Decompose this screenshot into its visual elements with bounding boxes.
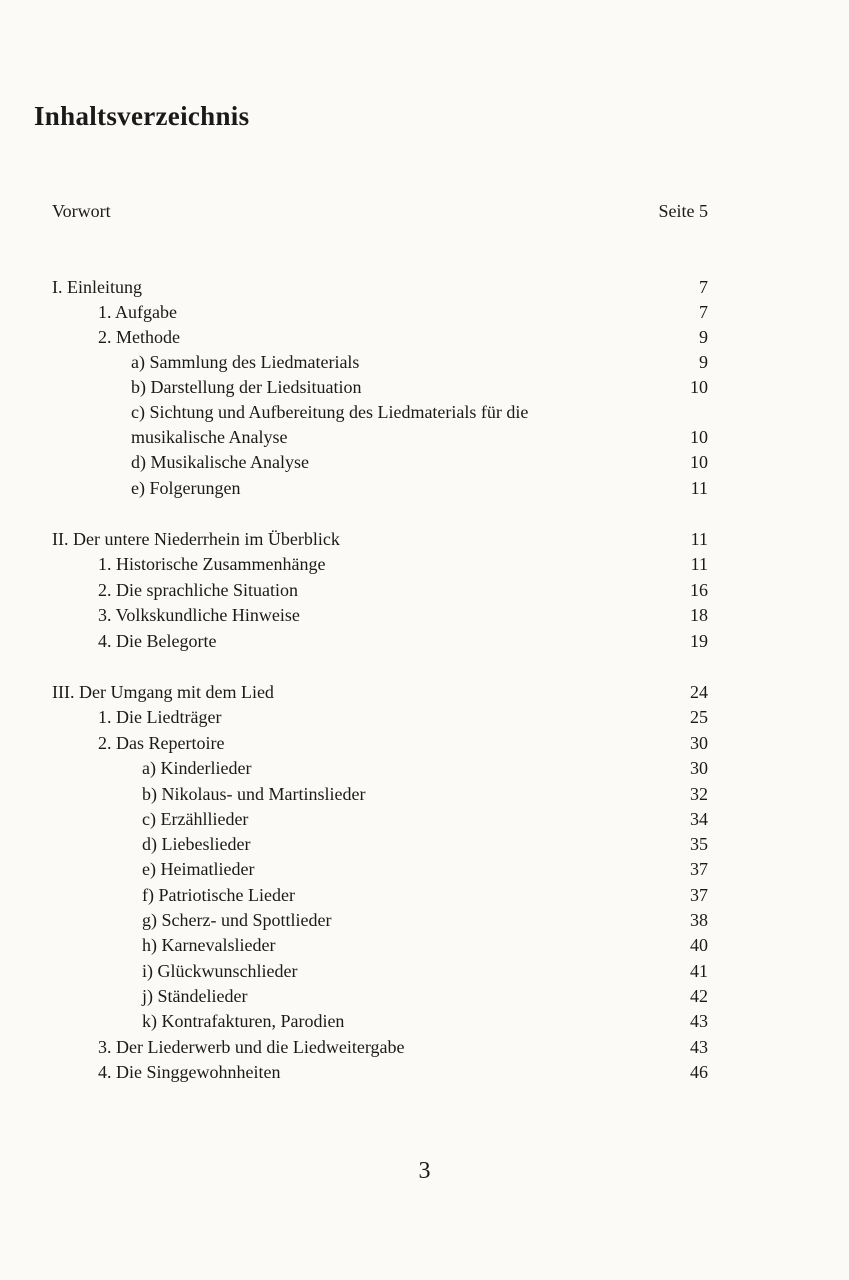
page-number: 3: [418, 1158, 431, 1184]
toc-entry-label: b) Nikolaus- und Martinslieder: [142, 784, 366, 804]
toc-entry-label: e) Folgerungen: [131, 478, 241, 498]
toc-entry-label: I. Einleitung: [52, 277, 142, 297]
toc-subsection: [0, 959, 849, 984]
toc-entry-page: 16: [690, 580, 708, 600]
toc-subsection: [0, 375, 849, 400]
toc-entry-page: 43: [690, 1037, 708, 1057]
toc-subsection: [0, 832, 849, 857]
toc-subsection: [0, 883, 849, 908]
toc-section: [0, 325, 849, 350]
toc-entry-label: c) Sichtung und Aufbereitung des Liedmaterials für die: [131, 402, 529, 422]
toc-entry-page: 11: [690, 554, 708, 574]
toc-entry-page: 10: [690, 427, 708, 447]
toc-section: [0, 731, 849, 756]
toc-chapter-1: [0, 275, 849, 300]
toc-subsection: [0, 756, 849, 781]
toc-entry-page: 11: [690, 478, 708, 498]
toc-entry-label: i) Glückwunschlieder: [142, 961, 298, 981]
toc-entry-page: 37: [690, 885, 708, 905]
toc-entry-page: 11: [690, 529, 708, 549]
toc-chapter-2: [0, 527, 849, 552]
toc-entry-page: 7: [699, 302, 708, 322]
toc-entry-page: 19: [690, 631, 708, 651]
toc-entry-label: d) Musikalische Analyse: [131, 452, 309, 472]
toc-entry-page: 38: [690, 910, 708, 930]
toc-entry-label: j) Ständelieder: [142, 986, 248, 1006]
toc-entry-label: 3. Der Liederwerb und die Liedweitergabe: [98, 1037, 405, 1057]
toc-entry-label: 3. Volkskundliche Hinweise: [98, 605, 300, 625]
toc-entry-page: 32: [690, 784, 708, 804]
toc-entry-label: 1. Aufgabe: [98, 302, 177, 322]
toc-entry-page: 42: [690, 986, 708, 1006]
toc-entry-label: k) Kontrafakturen, Parodien: [142, 1011, 345, 1031]
toc-entry-page: 24: [690, 682, 708, 702]
toc-entry-page: 46: [690, 1062, 708, 1082]
toc-subsection: [0, 400, 849, 425]
toc-entry-label: a) Sammlung des Liedmaterials: [131, 352, 360, 372]
toc-section: [0, 552, 849, 577]
toc-entry-page: 10: [690, 452, 708, 472]
toc-section: [0, 705, 849, 730]
toc-entry-label: 4. Die Belegorte: [98, 631, 217, 651]
toc-subsection: [0, 908, 849, 933]
toc-subsection: [0, 476, 849, 501]
toc-entry-page: 43: [690, 1011, 708, 1031]
toc-entry-label: 1. Historische Zusammenhänge: [98, 554, 326, 574]
toc-entry-label: 2. Methode: [98, 327, 180, 347]
toc-entry-page: 37: [690, 859, 708, 879]
toc-entry-label: e) Heimatlieder: [142, 859, 255, 879]
toc-entry-label: h) Karnevalslieder: [142, 935, 276, 955]
toc-entry-label: g) Scherz- und Spottlieder: [142, 910, 332, 930]
toc-section: [0, 629, 849, 654]
toc-subsection: [0, 1009, 849, 1034]
toc-chapter-3: [0, 680, 849, 705]
toc-subsection: [0, 450, 849, 475]
toc-entry-page: 9: [699, 327, 708, 347]
toc-entry-page: 34: [690, 809, 708, 829]
toc-entry-label: b) Darstellung der Liedsituation: [131, 377, 362, 397]
toc-entry-page: 41: [690, 961, 708, 981]
toc-entry-label: c) Erzähllieder: [142, 809, 249, 829]
toc-entry-label: a) Kinderlieder: [142, 758, 252, 778]
toc-entry-label: II. Der untere Niederrhein im Überblick: [52, 529, 340, 549]
toc-entry-label: 2. Die sprachliche Situation: [98, 580, 298, 600]
toc-subsection: [0, 933, 849, 958]
toc-subsection: [0, 350, 849, 375]
toc-subsection: [0, 782, 849, 807]
toc-subsection-continuation: [0, 425, 849, 450]
toc-entry-page: 9: [699, 352, 708, 372]
toc-entry-page: 40: [690, 935, 708, 955]
toc-entry-page: 30: [690, 733, 708, 753]
toc-entry-page: 18: [690, 605, 708, 625]
toc-entry-page: 7: [699, 277, 708, 297]
toc-subsection: [0, 807, 849, 832]
toc-entry-label: musikalische Analyse: [131, 427, 288, 447]
toc-entry-vorwort: [0, 199, 849, 224]
toc-entry-page: 35: [690, 834, 708, 854]
toc-section: [0, 1060, 849, 1085]
toc-entry-label: III. Der Umgang mit dem Lied: [52, 682, 274, 702]
toc-subsection: [0, 857, 849, 882]
toc-entry-page: Seite 5: [658, 201, 708, 221]
toc-entry-page: 30: [690, 758, 708, 778]
toc-entry-page: 25: [690, 707, 708, 727]
toc-entry-label: 2. Das Repertoire: [98, 733, 225, 753]
toc-entry-label: 1. Die Liedträger: [98, 707, 222, 727]
toc-section: [0, 300, 849, 325]
toc-subsection: [0, 984, 849, 1009]
toc-section: [0, 578, 849, 603]
toc-entry-label: 4. Die Singgewohnheiten: [98, 1062, 281, 1082]
toc-entry-label: f) Patriotische Lieder: [142, 885, 295, 905]
toc-section: [0, 603, 849, 628]
page-title: Inhaltsverzeichnis: [34, 101, 250, 131]
toc-section: [0, 1035, 849, 1060]
toc-entry-page: 10: [690, 377, 708, 397]
toc-entry-label: Vorwort: [52, 201, 111, 221]
toc-entry-label: d) Liebeslieder: [142, 834, 251, 854]
